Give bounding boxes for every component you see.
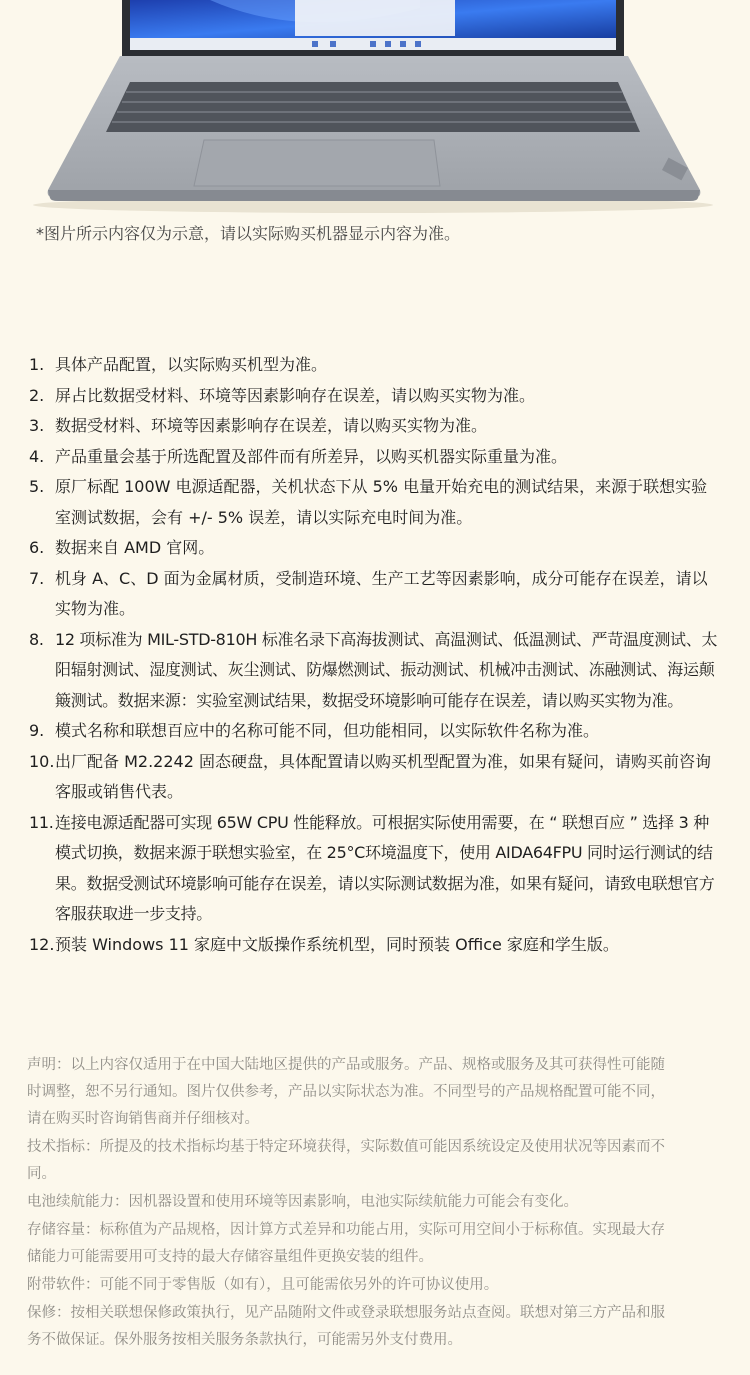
footnote-text: 连接电源适配器可实现 65W CPU 性能释放。可根据实际使用需要，在 “ 联想百应 ” 选择 3 种模式切换，数据来源于联想实验室，在 25°C环境温度下，使用 AIDA64FPU 同时运行测试的结果。数据受测试环境影响可能存在误差，请以实际测试数据为准，如果有疑问，请致电联想官方客服获取进一步支持。 (55, 812, 715, 923)
footnote-number: 6. (29, 538, 45, 557)
footnote-item (0, 930, 750, 961)
legal-line: 附带软件：可能不同于零售版（如有），且可能需依另外的许可协议使用。 (27, 1277, 499, 1293)
legal-line: 声明：以上内容仅适用于在中国大陆地区提供的产品或服务。产品、规格或服务及其可获得性可能随 (27, 1057, 665, 1073)
image-disclaimer: *图片所示内容仅为示意，请以实际购买机器显示内容为准。 (36, 224, 461, 243)
legal-line: 时调整，恕不另行通知。图片仅供参考，产品以实际状态为准。不同型号的产品规格配置可能不同， (27, 1084, 665, 1100)
footnote-number: 12. (29, 934, 55, 954)
legal-line: 务不做保证。保外服务按相关服务条款执行，可能需另外支付费用。 (27, 1332, 462, 1348)
footnote-item (0, 533, 750, 564)
deck-edge (48, 190, 700, 201)
laptop-illustration (0, 0, 750, 215)
legal-line: 同。 (27, 1166, 56, 1182)
footnote-number: 11. (29, 812, 54, 832)
footnote-number: 1. (29, 355, 45, 374)
footnote-item (0, 411, 750, 442)
legal-line: 技术指标：所提及的技术指标均基于特定环境获得，实际数值可能因系统设定及使用状况等因素而不 (27, 1139, 665, 1155)
footnote-item (0, 808, 750, 930)
keyboard (106, 82, 640, 132)
footnote-item (0, 381, 750, 412)
footnote-text: 12 项标准为 MIL-STD-810H 标准名录下高海拔测试、高温测试、低温测试、严苛温度测试、太阳辐射测试、湿度测试、灰尘测试、防爆燃测试、振动测试、机械冲击测试、冻融测试、海运颠簸测试。数据来源：实验室测试结果，数据受环境影响可能存在误差，请以购买实物为准。 (55, 629, 718, 710)
footnote-number: 4. (29, 446, 45, 466)
footnote-item (0, 716, 750, 747)
footnote-item (0, 564, 750, 625)
footnote-number: 7. (29, 568, 45, 588)
legal-line: 存储容量：标称值为产品规格，因计算方式差异和功能占用，实际可用空间小于标称值。实现最大存 (27, 1222, 665, 1238)
legal-line: 储能力可能需要用可支持的最大存储容量组件更换安装的组件。 (27, 1249, 433, 1265)
laptop-product-image (0, 0, 750, 215)
footnote-text: 原厂标配 100W 电源适配器，关机状态下从 5% 电量开始充电的测试结果，来源于联想实验室测试数据，会有 +/- 5% 误差，请以实际充电时间为准。 (55, 477, 708, 527)
footnote-item (0, 442, 750, 473)
legal-block-storage (27, 1217, 727, 1271)
footnote-list (0, 350, 750, 960)
legal-block-tech-specs (27, 1134, 727, 1188)
legal-block-battery (27, 1189, 727, 1216)
footnote-item (0, 625, 750, 717)
footnote-text: 屏占比数据受材料、环境等因素影响存在误差，请以购买实物为准。 (55, 385, 536, 405)
footnote-number: 3. (29, 416, 45, 435)
touchpad (194, 140, 440, 186)
footnote-number: 10. (29, 751, 55, 771)
footnote-number: 8. (29, 629, 44, 649)
footnote-item (0, 350, 750, 381)
legal-statement (27, 1052, 727, 1355)
footnote-item (0, 472, 750, 533)
footnote-text: 产品重量会基于所选配置及部件而有所差异，以购买机器实际重量为准。 (55, 446, 568, 466)
legal-block-warranty (27, 1300, 727, 1354)
footnote-text: 模式名称和联想百应中的名称可能不同，但功能相同，以实际软件名称为准。 (55, 721, 600, 740)
legal-line: 电池续航能力：因机器设置和使用环境等因素影响，电池实际续航能力可能会有变化。 (27, 1194, 578, 1210)
legal-line: 请在购买时咨询销售商并仔细核对。 (27, 1111, 259, 1127)
legal-line: 保修：按相关联想保修政策执行，见产品随附文件或登录联想服务站点查阅。联想对第三方产品和服 (27, 1305, 665, 1321)
footnote-text: 具体产品配置，以实际购买机型为准。 (55, 355, 328, 374)
legal-block-software (27, 1272, 727, 1299)
footnote-number: 2. (29, 385, 45, 405)
start-menu-panel (295, 0, 455, 36)
legal-block-declaration (27, 1052, 727, 1133)
footnote-number: 5. (29, 477, 45, 496)
footnote-text: 机身 A、C、D 面为金属材质，受制造环境、生产工艺等因素影响，成分可能存在误差，请以实物为准。 (55, 568, 708, 618)
footnote-text: 数据来自 AMD 官网。 (55, 538, 215, 557)
footnote-text: 出厂配备 M2.2242 固态硬盘，具体配置请以购买机型配置为准，如果有疑问，请购买前咨询客服或销售代表。 (55, 751, 711, 801)
footnote-text: 数据受材料、环境等因素影响存在误差，请以购买实物为准。 (55, 416, 488, 435)
footnote-number: 9. (29, 721, 45, 740)
footnote-item (0, 747, 750, 808)
footnote-text: 预装 Windows 11 家庭中文版操作系统机型，同时预装 Office 家庭和学生版。 (55, 934, 619, 954)
